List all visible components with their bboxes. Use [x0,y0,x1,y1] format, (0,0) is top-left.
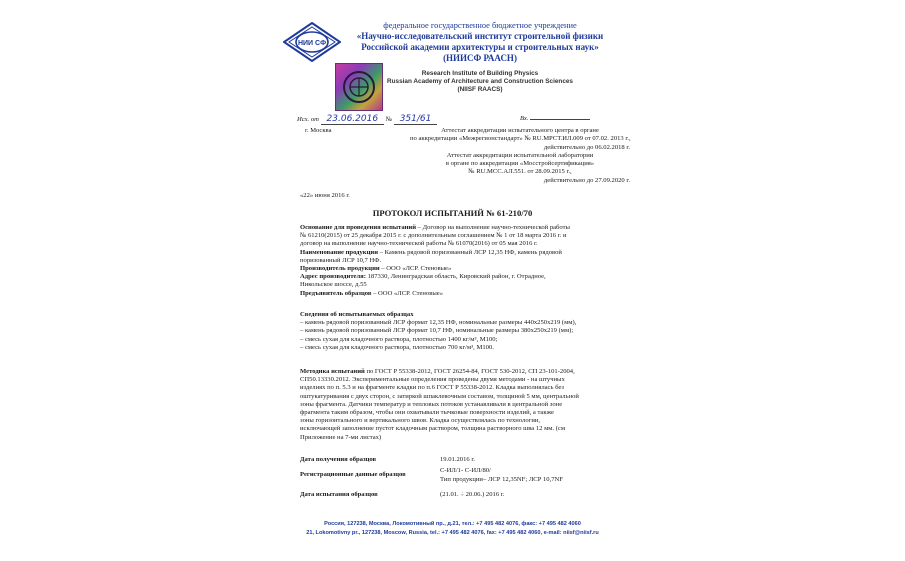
eng-line-2: Russian Academy of Architecture and Construction Sciences [387,78,573,85]
reg-value-1: С-ИЛ/1- С-ИЛ/80/ [440,467,491,474]
method-line-1: по ГОСТ Р 55338-2012, ГОСТ 26254-84, ГОСТ 530-2012, СП 23-101-2004, [364,368,575,375]
sample-item-2: – камень рядовой поризованный ЛСР формат 10,7 НФ, номинальные размеры 380x250x219 (мм); [300,327,574,335]
manufacturer-value: – ООО «ЛСР. Стеновые» [379,265,452,273]
method-line-2: СП50.13330.2012. Экспериментальные определения проведены двумя методами - на штучных [300,376,565,384]
method-line-8: исключающей заполнение пустот кладочным раствором, толщина растворного шва 12 мм. (см [300,425,566,433]
method-line-5: зоны фрагмента. Датчики температур и тепловых потоков устанавливали в центральной зоне [300,400,563,408]
basis-line-3: договор на выполнение научно-технической работы № 61070(2016) от 05 мая 2016 г. [300,240,538,248]
ref-line [297,115,437,124]
basis-line-1: – Договор на выполнение научно-технической работы [416,224,570,231]
org-line-3: Российской академии архитектуры и строительных наук» [361,42,599,52]
incoming-ref [520,115,590,123]
protocol-date: «22» июня 2016 г. [300,192,350,199]
ref-prefix: Исх. от [297,116,319,123]
reg-value-2: Тип продукции– ЛСР 12,35NF; ЛСР 10,7NF [440,476,563,483]
method-line-7: зоны горизонтального и вертикального швов. Кладка осуществлялась по технологии, [300,417,541,425]
accr-line-5: в органе по аккредитации «Мосстройсертификация» [445,160,595,168]
body-top [300,224,630,298]
sample-item-1: – камень рядовой поризованный ЛСР формат 12,35 НФ, номинальные размеры 440x250x219 (мм), [300,319,577,327]
accreditation-block [410,127,630,185]
accr-line-3: действительно до 06.02.2018 г. [543,143,630,151]
footer-line-2: 21, Lokomotivny pr., 127238, Moscow, Russia, tel.: +7 495 482 4076, fax: +7 495 482 4060, e-mail: niisf@niisf.ru [306,530,599,536]
footer-line-1: Россия, 127238, Москва, Локомотивный пр., д.21, тел.: +7 495 482 4076, факс: +7 495 482 4060 [324,521,581,527]
received-value: 19.01.2016 г. [440,456,475,463]
method-block [300,368,630,442]
incoming-label: Вх. [520,115,529,122]
accr-line-4: Аттестат аккредитации испытательной лаборатории [446,151,594,159]
org-line-4: (НИИСФ РААСН) [443,53,517,63]
test-label: Дата испытания образцов [300,491,378,498]
sample-item-4: – смесь сухая для кладочного раствора, плотностью 700 кг/м³, М100. [300,343,494,351]
submitter-value: – ООО «ЛСР. Стеновые» [371,289,443,297]
method-line-3: изделиях по п. 5.3 и на фрагменте кладки по п.6 ГОСТ Р 55338-2012. Кладка выполнялась без [300,384,565,392]
method-line-4: оштукатуривания с двух сторон, с затиркой шпаклевочным составом, толщиной 5 мм, центральной [300,392,579,400]
test-value: (21.01. ÷ 20.06.) 2016 г. [440,491,505,498]
product-line-2: поризованный ЛСР 10,7 НФ. [300,256,382,264]
accr-line-6: № RU.МСС.АЛ.551. от 28.09.2015 г., [468,168,572,176]
manufacturer-label: Производитель продукции [300,265,380,273]
submitter-label: Предъявитель образцов [300,289,372,297]
logo-text: НИИ СФ [297,40,327,47]
ref-date: 23.06.2016 [321,114,385,125]
basis-label: Основание для проведения испытаний [300,224,417,231]
protocol-title: ПРОТОКОЛ ИСПЫТАНИЙ № 61-210/70 [372,208,533,218]
reg-label: Регистрационные данные образцов [300,471,406,478]
accr-line-2: по аккредитации «Межрегионстандарт» № RU.МРСТ.ИЛ.009 от 07.02. 2013 г., [410,135,631,143]
org-line-2: «Научно-исследовательский институт строительной физики [356,31,604,41]
org-line-1: федеральное государственное бюджетное учреждение [383,21,577,30]
product-line-1: – Камень рядовой поризованный ЛСР 12,35 НФ, камень рядовой [378,248,562,256]
eng-line-3: (NIISF RAACS) [457,86,503,93]
address-line-2: Никольское шоссе, д.55 [300,281,367,289]
hologram-seal [335,63,383,111]
address-label: Адрес производителя: [300,273,366,281]
ref-no-sign: № [385,116,393,123]
product-label: Наименование продукции [300,248,379,256]
niisf-logo-icon [283,22,341,62]
accr-line-1: Аттестат аккредитации испытательного центра в органе [441,127,599,134]
address-line-1: 187330, Ленинградская область, Кировский район, г. Отрадное, [365,273,546,281]
samples-block [300,311,630,352]
method-line-9: Приложение на 7-ми листах) [300,433,382,441]
method-label: Методика испытаний [300,368,365,375]
basis-line-2: № 61210(2015) от 25 декабря 2015 г. с дополнительным соглашением № 1 от 18 марта 2016 г. и [300,232,567,240]
city: г. Москва [305,127,332,134]
method-line-6: фрагмента таким образом, чтобы они охватывали тычковые поверхности изделий, а также [300,409,554,417]
eng-line-1: Research Institute of Building Physics [421,70,539,77]
received-label: Дата получения образцов [300,456,377,463]
accr-line-7: действительно до 27.09.2020 г. [543,176,630,184]
ref-number: 351/61 [394,114,438,125]
sample-item-3: – смесь сухая для кладочного раствора, плотностью 1400 кг/м³, М100; [300,335,498,343]
samples-title: Сведения об испытываемых образцах [300,311,414,318]
